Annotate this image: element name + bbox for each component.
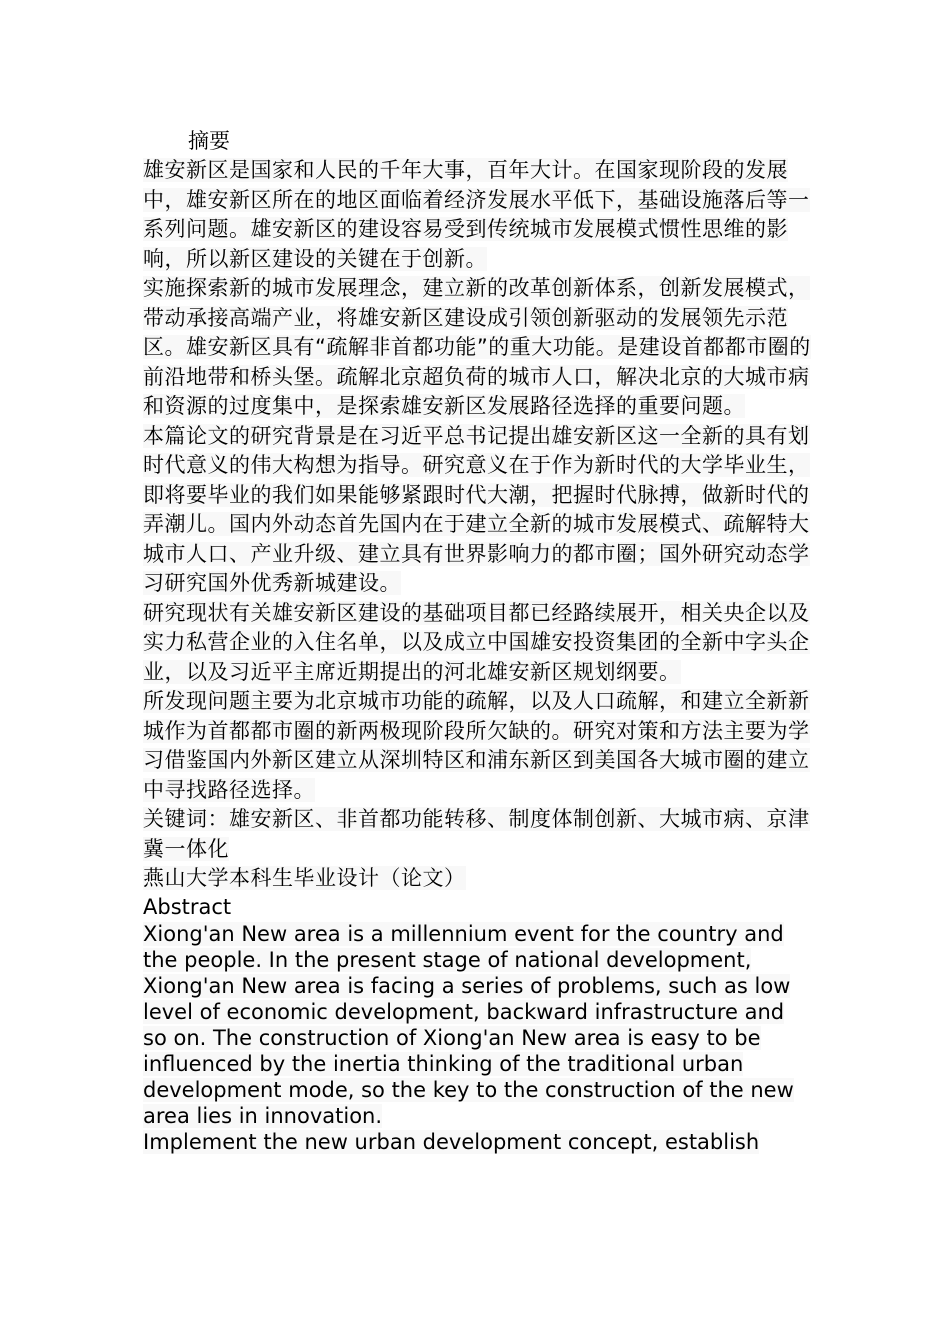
paragraph-cn-4-text: 研究现状有关雄安新区建设的基础项目都已经路续展开，相关央企以及实力私营企业的入住名单，以及成立中国雄安投资集团的全新中字头企业，以及习近平主席近期提出的河北雄安新区规划纲要。 [143, 600, 810, 684]
paragraph-cn-5 [143, 687, 815, 805]
paragraph-cn-3-text: 本篇论文的研究背景是在习近平总书记提出雄安新区这一全新的具有划时代意义的伟大构想为指导。研究意义在于作为新时代的大学毕业生，即将要毕业的我们如果能够紧跟时代大潮，把握时代脉搏，做新时代的弄潮儿。国内外动态首先国内在于建立全新的城市发展模式、疏解特大城市人口、产业升级、建立具有世界影响力的都市圈；国外研究动态学习研究国外优秀新城建设。 [143, 423, 810, 595]
keywords-cn [143, 805, 815, 864]
abstract-heading-cn: 摘要 [188, 129, 230, 153]
paragraph-en-2 [143, 1129, 803, 1155]
document-body [143, 126, 815, 1155]
paragraph-cn-3 [143, 422, 815, 599]
keywords-cn-text: 关键词：雄安新区、非首都功能转移、制度体制创新、大城市病、京津冀一体化 [143, 807, 810, 861]
paragraph-en-1 [143, 921, 803, 1129]
paragraph-cn-1 [143, 156, 815, 274]
abstract-heading-en: Abstract [143, 894, 232, 919]
paragraph-cn-4 [143, 599, 815, 688]
paragraph-cn-5-text: 所发现问题主要为北京城市功能的疏解，以及人口疏解，和建立全新新城作为首都都市圈的新两极现阶段所欠缺的。研究对策和方法主要为学习借鉴国内外新区建立从深圳特区和浦东新区到美国各大城市圈的建立中寻找路径选择。 [143, 689, 810, 802]
paragraph-cn-1-text: 雄安新区是国家和人民的千年大事，百年大计。在国家现阶段的发展中，雄安新区所在的地区面临着经济发展水平低下，基础设施落后等一系列问题。雄安新区的建设容易受到传统城市发展模式惯性思维的影响，所以新区建设的关键在于创新。 [143, 158, 810, 271]
paragraph-cn-2-text: 实施探索新的城市发展理念，建立新的改革创新体系，创新发展模式，带动承接高端产业，将雄安新区建设成引领创新驱动的发展领先示范区。雄安新区具有“疏解非首都功能”的重大功能。是建设首都都市圈的前沿地带和桥头堡。疏解北京超负荷的城市人口，解决北京的大城市病和资源的过度集中，是探索雄安新区发展路径选择的重要问题。 [143, 276, 811, 418]
university-header [143, 864, 815, 894]
paragraph-cn-2 [143, 274, 815, 422]
university-header-text: 燕山大学本科生毕业设计（论文） [143, 866, 466, 890]
paragraph-en-2-text: Implement the new urban development concept, establish [143, 1129, 760, 1154]
paragraph-en-1-text: Xiong'an New area is a millennium event for the country and the people. In the present stage of national development, Xiong'an New area is facing a series of problems, such as low level of economic development, backward infrastructure and so on. The construction of Xiong'an New area is easy to be influenced by the inertia thinking of the traditional urban development mode, so the key to the construction of the new area lies in innovation. [143, 921, 794, 1128]
